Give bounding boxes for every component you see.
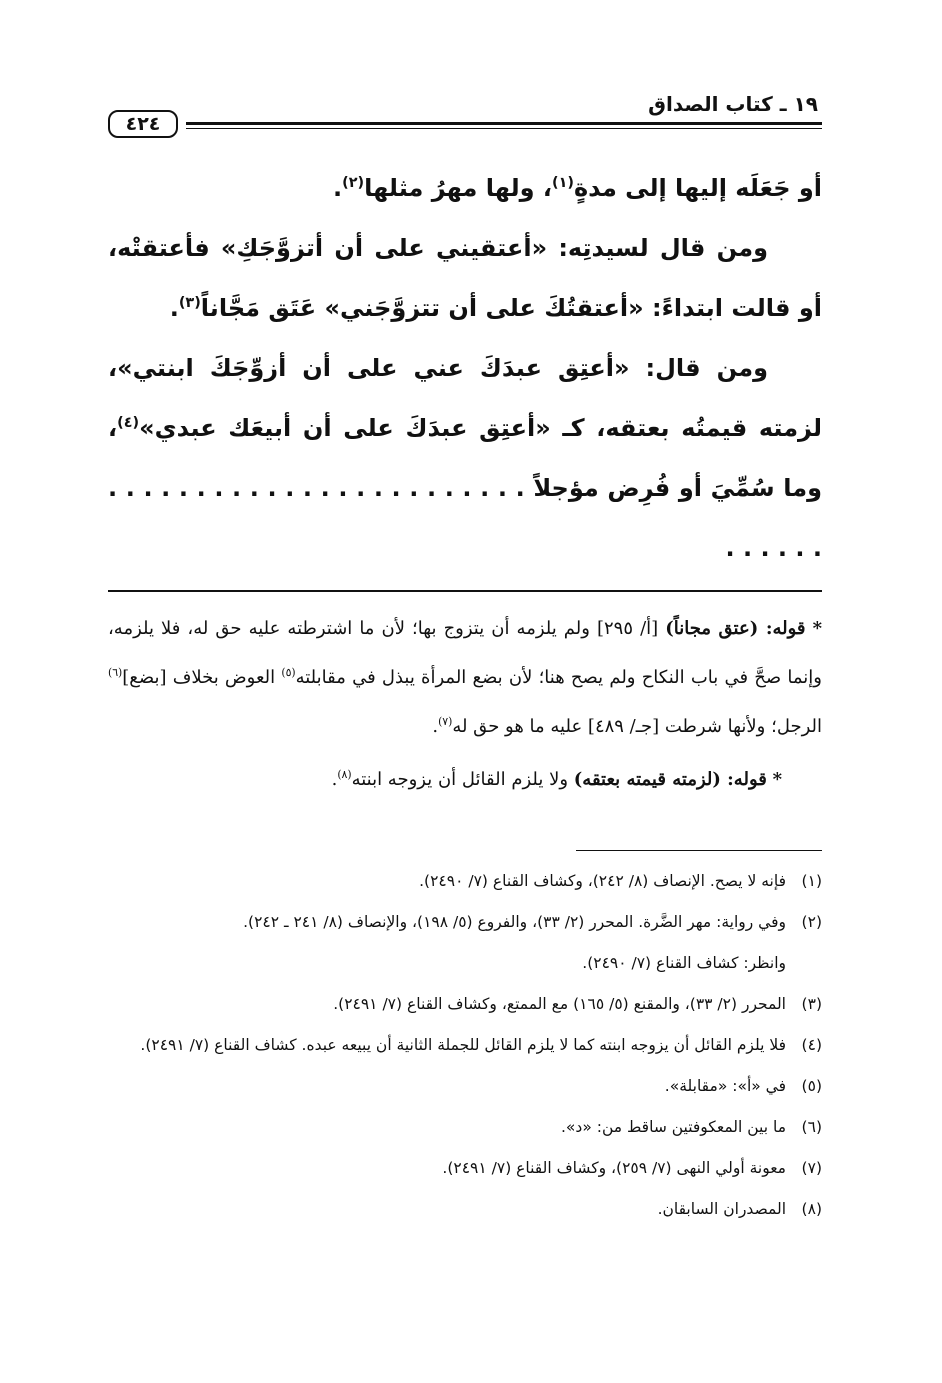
text-segment: .	[332, 174, 343, 202]
footnote-ref: (٧)	[438, 715, 453, 728]
footnote-number: (٥)	[801, 1077, 822, 1095]
footnote-ref: (٨)	[337, 768, 352, 781]
text-segment: [أ/ ٢٩٥] ولم يلزمه أن يتزوج بها؛ لأن ما اشترطته عليه حق له، فلا يلزمه، وإنما صحَّ في باب النكاح ولم يصح هنا؛ لأن بضع المرأة يبذل في مقابلته	[108, 618, 822, 688]
footnote-continuation	[108, 943, 822, 984]
footnote-number: (٣)	[801, 995, 822, 1013]
footnote-text: المصدران السابقان.	[657, 1200, 786, 1218]
footnote-text: في «أ»: «مقابلة».	[664, 1077, 786, 1095]
text-segment: ومن قال: «أعتِق عبدَكَ عني على أن أزوِّجَكَ ابنتي»، لزمته قيمتُه بعتقه، كـ «أعتِق عبدَكَ على أن أبيعَك عبدي»	[108, 354, 822, 442]
main-paragraph-2	[108, 218, 822, 338]
text-segment: العوض بخلاف [بضع]	[122, 667, 282, 688]
footnotes	[108, 861, 822, 1230]
footnote-ref: (١)	[551, 175, 574, 191]
text-segment: ومن قال لسيدتِه: «أعتقيني على أن أتزوَّجَكِ» فأعتقتْه، أو قالت ابتداءً: «أعتقتُكَ على أن تتزوَّجَني» عَتَق مَجَّاناً	[108, 234, 822, 322]
header-rule	[186, 122, 822, 125]
text-segment: ، ولها مهرُ مثلها	[364, 174, 552, 202]
footnote	[108, 1025, 822, 1066]
footnote	[108, 861, 822, 902]
footnote-ref: (٥)	[281, 666, 296, 679]
star-marker: *	[772, 769, 782, 790]
text-segment: ولا يلزم القائل أن يزوجه ابنته	[351, 769, 574, 790]
continuation-dots: . . . . . . . . . . . . . . . . . . . . . . . . . . . . . .	[108, 474, 822, 562]
footnote-text: فإنه لا يصح. الإنصاف (٨/ ٢٤٢)، وكشاف القناع (٧/ ٢٤٩٠).	[419, 872, 786, 890]
footnote-text: المحرر (٢/ ٣٣)، والمقنع (٥/ ١٦٥) مع الممتع، وكشاف القناع (٧/ ٢٤٩١).	[333, 995, 786, 1013]
commentary-paragraph-1	[108, 604, 822, 751]
footnote-ref: (٤)	[117, 415, 140, 431]
main-paragraph-3	[108, 338, 822, 578]
footnote-number: (٨)	[801, 1200, 822, 1218]
book-page	[108, 88, 822, 1343]
commentary-label: قوله: (عتق مجاناً)	[665, 618, 806, 639]
footnote	[108, 1066, 822, 1107]
footnote	[108, 984, 822, 1025]
footnote-ref: (٣)	[178, 295, 201, 311]
text-segment: .	[331, 769, 338, 790]
text-segment: أو جَعَلَه إليها إلى مدةٍ	[573, 174, 822, 202]
footnote-ref: (٦)	[108, 666, 123, 679]
footnote	[108, 902, 822, 943]
text-segment: .	[169, 294, 179, 322]
footnote-divider	[576, 850, 822, 851]
footnote-ref: (٢)	[342, 175, 365, 191]
star-marker: *	[812, 618, 822, 639]
commentary	[108, 604, 822, 804]
footnote	[108, 1148, 822, 1189]
page-header	[108, 88, 822, 140]
footnote-text: ما بين المعكوفتين ساقط من: «د».	[561, 1118, 786, 1136]
footnote-number: (٧)	[801, 1159, 822, 1177]
main-paragraph-1	[108, 158, 822, 218]
commentary-label: قوله: (لزمته قيمته بعتقه)	[573, 769, 767, 790]
commentary-paragraph-2	[108, 755, 822, 804]
footnote	[108, 1107, 822, 1148]
footnote	[108, 1189, 822, 1230]
footnote-text: وانظر: كشاف القناع (٧/ ٢٤٩٠).	[582, 954, 786, 972]
main-text	[108, 158, 822, 578]
footnote-text: معونة أولي النهى (٧/ ٢٥٩)، وكشاف القناع (٧/ ٢٤٩١).	[442, 1159, 786, 1177]
footnote-number: (٦)	[801, 1118, 822, 1136]
header-rule-thin	[186, 128, 822, 129]
chapter-title: ١٩ ـ كتاب الصداق	[648, 92, 818, 116]
text-segment: الرجل؛ ولأنها شرطت [جـ/ ٤٨٩] عليه ما هو حق له	[452, 716, 822, 737]
footnote-text: وفي رواية: مهر الضَّرة. المحرر (٢/ ٣٣)، والفروع (٥/ ١٩٨)، والإنصاف (٨/ ٢٤١ ـ ٢٤٢).	[243, 913, 786, 931]
text-segment: ، وما سُمِّيَ أو فُرِض مؤجلاً	[108, 414, 822, 502]
page-number: ٤٢٤	[108, 110, 178, 138]
footnote-number: (٤)	[801, 1036, 822, 1054]
footnote-number: (٢)	[801, 913, 822, 931]
footnote-number: (١)	[801, 872, 822, 890]
text-segment: .	[432, 716, 439, 737]
footnote-text: فلا يلزم القائل أن يزوجه ابنته كما لا يلزم القائل للجملة الثانية أن يبيعه عبده. كشاف القناع (٧/ ٢٤٩١).	[140, 1036, 786, 1054]
section-divider	[108, 590, 822, 592]
